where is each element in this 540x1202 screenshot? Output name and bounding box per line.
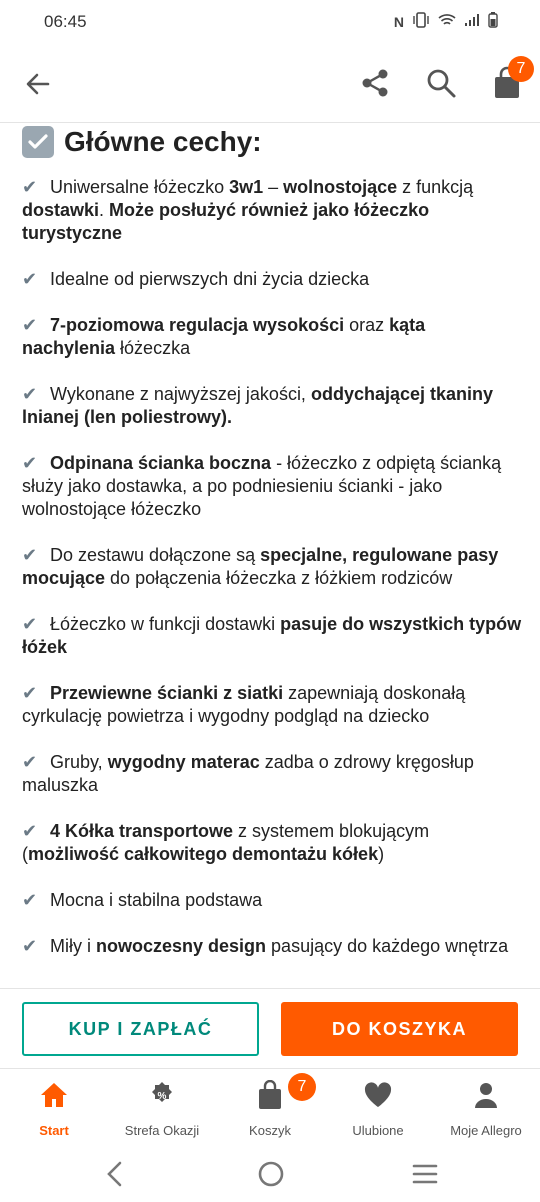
feature-text: Mocna i stabilna podstawa (50, 890, 263, 910)
feature-text: - łóżeczko z odpiętą ścianką służy jako dostawka, a po podniesieniu ścianki - jako wolnostojące łóżeczko (22, 453, 502, 519)
feature-text: Miły i (50, 936, 96, 956)
bottom-nav (0, 1068, 540, 1149)
vibrate-icon (412, 12, 430, 31)
nav-ulubione[interactable] (324, 1079, 432, 1138)
checkmark-icon: ✔ (22, 890, 38, 910)
checkmark-icon: ✔ (22, 453, 38, 473)
back-arrow-icon[interactable] (22, 68, 54, 100)
feature-text: z systemem blokującym ( (22, 821, 430, 864)
feature-text: dostawki (22, 200, 100, 220)
nfc-icon: N (393, 13, 404, 30)
checkmark-icon: ✔ (22, 177, 38, 197)
add-to-cart-button[interactable]: DO KOSZYKA (281, 1002, 518, 1056)
section-heading (22, 126, 522, 158)
feature-text: pasujący do każdego wnętrza (266, 936, 509, 956)
feature-text: oddychającej tkaniny lnianej (len poliestrowy). (22, 384, 494, 427)
checkmark-icon: ✔ (22, 936, 38, 956)
feature-item (22, 613, 522, 659)
checkmark-icon: ✔ (22, 821, 38, 841)
feature-list (22, 176, 522, 958)
action-bar (0, 988, 540, 1069)
checkmark-icon: ✔ (22, 683, 38, 703)
feature-text: zadba o zdrowy kręgosłup maluszka (22, 752, 474, 795)
system-back-icon[interactable] (103, 1160, 127, 1193)
status-time: 06:45 (44, 12, 87, 31)
feature-text: Wykonane z najwyższej jakości, (50, 384, 311, 404)
app-bar (0, 46, 540, 123)
feature-text: zapewniają doskonałą cyrkulację powietrza i wygodny podgląd na dziecko (22, 683, 466, 726)
status-icons (394, 12, 498, 31)
checkmark-icon: ✔ (22, 269, 38, 289)
feature-text: wygodny materac (107, 752, 260, 772)
nav-start[interactable] (0, 1079, 108, 1138)
feature-text: Przewiewne ścianki z siatki (50, 683, 284, 703)
feature-text: Idealne od pierwszych dni życia dziecka (50, 269, 370, 289)
nav-strefa-okazji[interactable] (108, 1079, 216, 1138)
feature-item (22, 452, 522, 521)
status-bar (0, 0, 540, 46)
feature-item (22, 268, 522, 291)
section-heading-text: Główne cechy: (64, 126, 262, 157)
feature-item (22, 751, 522, 797)
feature-text: możliwość całkowitego demontażu kółek (28, 844, 379, 864)
feature-text: Do zestawu dołączone są (50, 545, 261, 565)
feature-text: . (99, 200, 110, 220)
checkmark-box-icon (22, 126, 54, 158)
feature-text: specjalne, regulowane pasy mocujące (22, 545, 499, 588)
product-description[interactable] (22, 122, 522, 988)
system-recents-icon[interactable] (411, 1160, 439, 1193)
nav-koszyk-label: Koszyk (249, 1123, 291, 1138)
home-icon (0, 1079, 108, 1111)
feature-item (22, 544, 522, 590)
nav-moje-allegro[interactable] (432, 1079, 540, 1138)
feature-text: do połączenia łóżeczka z łóżkiem rodziców (105, 568, 453, 588)
nav-moje-allegro-label: Moje Allegro (450, 1123, 522, 1138)
svg-text:%: % (157, 1091, 167, 1102)
heart-icon (324, 1079, 432, 1111)
share-icon[interactable] (358, 66, 392, 100)
feature-text: nowoczesny design (96, 936, 267, 956)
percent-tag-icon (108, 1079, 216, 1111)
search-icon[interactable] (424, 66, 458, 100)
wifi-icon (438, 13, 456, 30)
feature-item (22, 176, 522, 245)
feature-text: 3w1 (229, 177, 264, 197)
feature-item (22, 935, 522, 958)
system-nav-bar (0, 1148, 540, 1202)
nav-ulubione-label: Ulubione (352, 1123, 404, 1138)
nav-strefa-okazji-label: Strefa Okazji (124, 1123, 200, 1138)
battery-icon (488, 12, 498, 31)
feature-item (22, 314, 522, 360)
nav-start-label: Start (39, 1123, 69, 1138)
system-home-icon[interactable] (257, 1160, 285, 1193)
feature-text: kąta nachylenia (22, 315, 426, 358)
checkmark-icon: ✔ (22, 614, 38, 634)
checkmark-icon: ✔ (22, 384, 38, 404)
feature-text: Odpinana ścianka boczna (50, 453, 272, 473)
feature-text: – (263, 177, 284, 197)
feature-item (22, 820, 522, 866)
feature-text: 4 Kółka transportowe (50, 821, 234, 841)
buy-now-button[interactable]: KUP I ZAPŁAĆ (22, 1002, 259, 1056)
feature-text: ) (378, 844, 385, 864)
person-icon (432, 1079, 540, 1111)
feature-text: Łóżeczko w funkcji dostawki (50, 614, 281, 634)
feature-item (22, 889, 522, 912)
checkmark-icon: ✔ (22, 752, 38, 772)
checkmark-icon: ✔ (22, 545, 38, 565)
feature-item (22, 682, 522, 728)
feature-text: z funkcją (397, 177, 474, 197)
feature-text: Uniwersalne łóżeczko (50, 177, 230, 197)
nav-cart-badge: 7 (288, 1073, 316, 1101)
feature-text: 7-poziomowa regulacja wysokości (50, 315, 345, 335)
feature-text: Gruby, (50, 752, 108, 772)
feature-item (22, 383, 522, 429)
feature-text: oraz (344, 315, 390, 335)
feature-text: łóżeczka (115, 338, 191, 358)
signal-icon (464, 13, 480, 30)
feature-text: pasuje do wszystkich typów łóżek (22, 614, 522, 657)
cart-count-badge: 7 (508, 56, 534, 82)
checkmark-icon: ✔ (22, 315, 38, 335)
feature-text: wolnostojące (283, 177, 398, 197)
feature-text: Może posłużyć również jako łóżeczko turystyczne (22, 200, 430, 243)
